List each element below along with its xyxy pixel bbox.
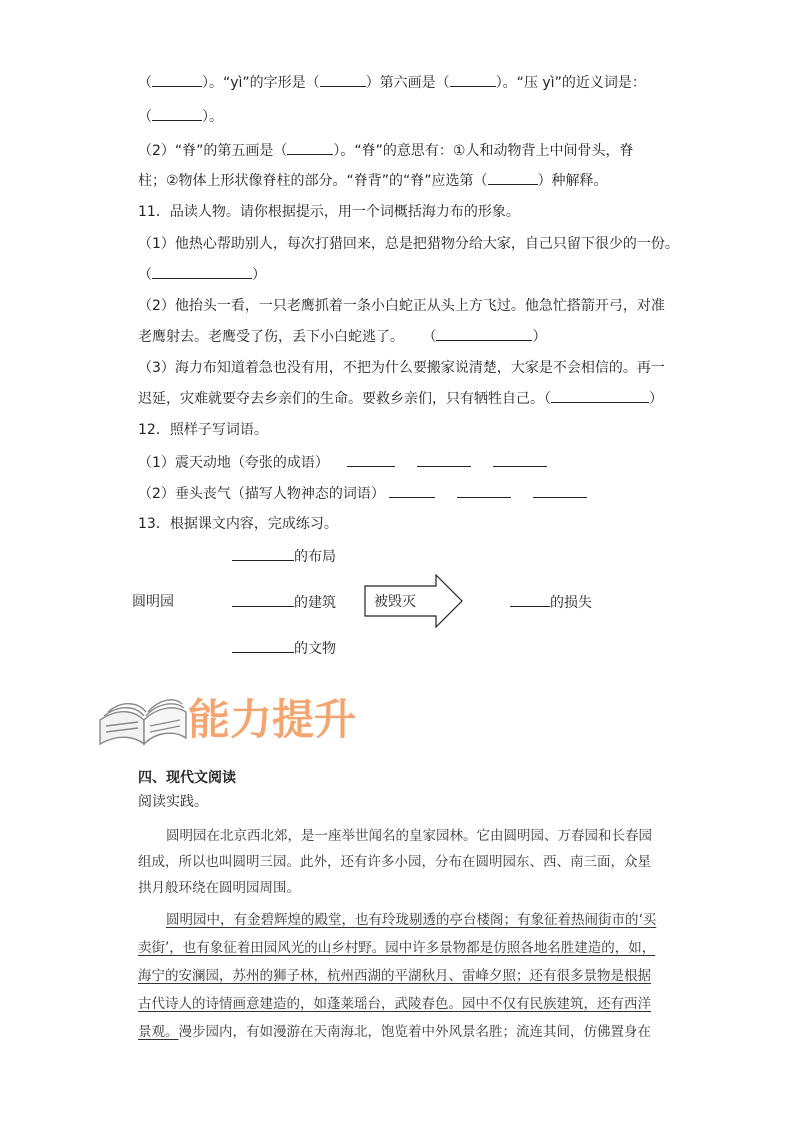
- answer-blank[interactable]: [436, 326, 532, 341]
- paren: ）: [649, 391, 663, 407]
- answer-blank[interactable]: [232, 638, 294, 653]
- passage-line: 海宁的安澜园，苏州的狮子林，杭州西湖的平湖秋月、雷峰夕照；还有很多景物是根据: [138, 968, 651, 984]
- passage-line: 圆明园中，有金碧辉煌的殿堂，也有玲珑剔透的亭台楼阁；有象征着热闹街市的‘买: [166, 912, 657, 928]
- q12-item1: [138, 452, 547, 473]
- q10-sub2-line1: [138, 140, 633, 161]
- q12-text: （1）震天动地（夸张的成语）: [138, 455, 329, 471]
- answer-blank[interactable]: [551, 388, 649, 403]
- section-heading: 四、现代文阅读: [138, 770, 236, 786]
- banner-title: [184, 688, 394, 748]
- q11-text: 迟延，灾难就要夺去乡亲们的生命。要救乡亲们，只有牺牲自己。: [138, 391, 544, 407]
- answer-blank[interactable]: [389, 483, 435, 498]
- q11-item3-line1: （3）海力布知道着急也没有用，不把为什么要搬家说清楚，大家是不会相信的。再一: [138, 360, 665, 376]
- q11-title: 11．品读人物。请你根据提示，用一个词概括海力布的形象。: [138, 204, 520, 220]
- q10-text: ）。“脊”的意思有：①人和动物背上中间骨头，脊: [333, 143, 634, 159]
- passage-line: 组成，所以也叫圆明三园。此外，还有许多小园，分布在圆明园东、西、南三面，众星: [138, 854, 651, 870]
- arrow-label: 被毁灭: [374, 594, 416, 610]
- answer-blank[interactable]: [417, 452, 471, 467]
- q10-text: （: [138, 75, 152, 91]
- paren: ）: [252, 267, 266, 283]
- answer-blank[interactable]: [457, 483, 511, 498]
- answer-blank[interactable]: [152, 106, 202, 121]
- open-book-icon: [94, 686, 190, 750]
- q12-item2: [138, 483, 587, 504]
- q11-item3-line2: [138, 388, 663, 409]
- answer-blank[interactable]: [488, 170, 538, 185]
- q13-row1: [232, 546, 336, 567]
- q10-text: ）种解释。: [537, 173, 608, 189]
- q13-result: [510, 592, 592, 613]
- paren: （: [544, 391, 551, 407]
- q13-row2: [232, 592, 336, 613]
- answer-blank[interactable]: [287, 140, 333, 155]
- paren: （: [138, 267, 152, 283]
- q13-text: 的建筑: [294, 595, 336, 611]
- q11-item1-answer: [138, 264, 266, 285]
- passage-line: 圆明园在北京西北郊，是一座举世闻名的皇家园林。它由圆明园、万春园和长春园: [166, 828, 652, 844]
- passage-line: [138, 1022, 678, 1042]
- q12-title: 12．照样子写词语。: [138, 422, 268, 438]
- q10-text: 柱；②物体上形状像脊柱的部分。“脊背”的“脊”应选第（: [138, 173, 488, 189]
- answer-blank[interactable]: [510, 592, 550, 607]
- q13-text: 的损失: [550, 595, 592, 611]
- passage-line: 拱月般环绕在圆明园周围。: [138, 880, 300, 896]
- q11-text: 老鹰射去。老鹰受了伤，丢下小白蛇逃了。: [138, 329, 404, 345]
- passage-line: 古代诗人的诗情画意建造的，如蓬莱瑶台，武陵春色。园中不仅有民族建筑，还有西洋: [138, 996, 651, 1012]
- q10-line1: [138, 72, 646, 93]
- q10-text: （: [138, 109, 152, 125]
- q13-row3: [232, 638, 336, 659]
- answer-blank[interactable]: [320, 72, 366, 87]
- answer-blank[interactable]: [533, 483, 587, 498]
- answer-blank[interactable]: [493, 452, 547, 467]
- q12-text: （2）垂头丧气（描写人物神态的词语）: [138, 486, 385, 502]
- answer-blank[interactable]: [232, 592, 294, 607]
- q10-text: ）第六画是（: [365, 75, 450, 91]
- q10-text: （2）“脊”的第五画是（: [138, 143, 288, 159]
- q10-sub2-line2: [138, 170, 608, 191]
- q13-text: 的布局: [294, 549, 336, 565]
- ability-banner: [94, 686, 394, 750]
- answer-blank[interactable]: [347, 452, 395, 467]
- paren: （: [422, 329, 437, 345]
- q13-title: 13．根据课文内容，完成练习。: [138, 516, 338, 532]
- q10-text: ）。: [202, 109, 223, 125]
- answer-blank[interactable]: [152, 72, 202, 87]
- q10-line2: [138, 106, 223, 127]
- q10-text: ）。“压 yì”的近义词是：: [495, 75, 646, 91]
- underlined-text: 景观。: [138, 1024, 179, 1040]
- q13-text: 的文物: [294, 641, 336, 657]
- reading-passage: [138, 826, 678, 1042]
- q11-item1: （1）他热心帮助别人，每次打猎回来，总是把猎物分给大家，自己只留下很少的一份。: [138, 236, 679, 252]
- q10-text: ）。“yì”的字形是（: [202, 75, 320, 91]
- q11-item2-line1: （2）他抬头一看，一只老鹰抓着一条小白蛇正从头上方飞过。他急忙搭箭开弓，对准: [138, 298, 665, 314]
- q13-left: 圆明园: [132, 594, 174, 610]
- passage-text: 漫步园内，有如漫游在天南海北，饱览着中外风景名胜；流连其间，仿佛置身在: [178, 1024, 651, 1040]
- section-subheading: 阅读实践。: [138, 794, 208, 810]
- answer-blank[interactable]: [232, 546, 294, 561]
- banner-text: 能力提升: [188, 695, 357, 744]
- passage-line: 卖街’，也有象征着田园风光的山乡村野。园中许多景物都是仿照各地名胜建造的，如，: [138, 940, 656, 956]
- answer-blank[interactable]: [450, 72, 496, 87]
- answer-blank[interactable]: [152, 264, 252, 279]
- paren: ）: [532, 329, 547, 345]
- q11-item2-line2: [138, 326, 546, 347]
